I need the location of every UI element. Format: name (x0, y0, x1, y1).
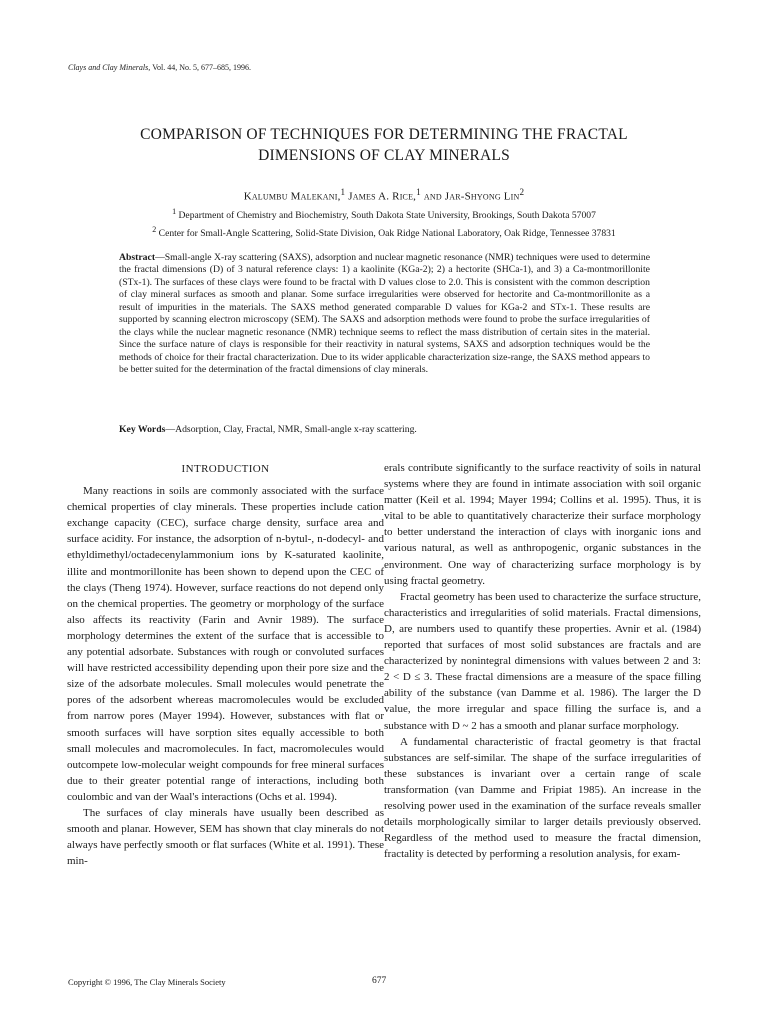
author-2: James A. Rice, (345, 190, 417, 203)
title-line-1: COMPARISON OF TECHNIQUES FOR DETERMINING THE FRACTAL (140, 126, 628, 143)
affiliation-1 (40, 207, 728, 221)
paper-title (40, 124, 728, 166)
intro-paragraph-2: The surfaces of clay minerals have usually been described as smooth and planar. However, SEM has shown that clay minerals do not always have perfectly smooth or flat surfaces (White et al. 1991). These min- (67, 806, 384, 868)
intro-paragraph-2-continued: erals contribute significantly to the surface reactivity of soils in natural systems where they are found in intimate association with soil organic matter (Keil et al. 1994; Mayer 1994; Collins et al. 1995). Thus, it is vital to be able to quantitatively characterize their surface morphology to better understand the interaction of clays with inorganic ions and various natural, as well as anthropogenic, organic substances in the environment. One way of characterizing surface morphology is by using fractal geometry. (384, 462, 701, 587)
author-3: and Jar-Shyong Lin (420, 190, 520, 203)
author-1: Kalumbu Malekani, (243, 190, 341, 203)
journal-volume: Vol. 44, No. 5, 677–685, 1996. (152, 63, 251, 72)
affiliation-2 (40, 225, 728, 239)
abstract (119, 252, 650, 377)
left-column (67, 459, 384, 869)
affiliation-1-mark: 1 (172, 207, 177, 216)
right-column (384, 460, 701, 862)
author-list (40, 187, 728, 203)
copyright-notice: Copyright © 1996, The Clay Minerals Society (68, 977, 226, 987)
keywords (119, 424, 650, 436)
intro-paragraph-4: A fundamental characteristic of fractal geometry is that fractal substances are self-similar. The shape of the surface irregularities of these substances is invariant over a certain range of scale transformation (van Damme and Fripiat 1985). An increase in the resolving power used in the examination of the surface reveals smaller details morphologically similar to larger details previously observed. Regardless of the method used to measure the fractal dimension, fractality is detected by performing a resolution analysis, for exam- (384, 735, 701, 861)
author-3-affiliation-mark: 2 (519, 187, 525, 197)
intro-paragraph-3: Fractal geometry has been used to characterize the surface structure, characteristics and irregularities of solid materials. Fractal dimensions, D, are numbers used to quantify these properties. Avnir et al. (1984) reported that surfaces of most solid substances are fractals and are characterized by nonintegral dimensions with values between 2 and 3: 2 < D ≤ 3. These fractal dimensions are a measure of the space filling ability of the substance (van Damme et al. 1986). The larger the D value, the more irregular and space filling the surface is, and a substance with D ~ 2 has a smooth and planar surface morphology. (384, 590, 701, 732)
abstract-label: Abstract (119, 252, 156, 263)
intro-paragraph-1: Many reactions in soils are commonly associated with the surface chemical properties of clay minerals. These properties include cation exchange capacity (CEC), surface charge density, surface area and surface acidity. For instance, the adsorption of n-bytul-, n-dodecyl- and ethyldimethyl/octadecenylammonium ions by K-saturated kaolinite, illite and montmorillonite has been shown to depend upon the CEC of the clays (Theng 1974). However, surface reactions do not depend only on the chemical properties. The geometry or morphology of the surface also affects its reactivity (Farin and Avnir 1989). The surface morphology determines the extent of the surface that is accessible to any potential adsorbate. Substances with rough or convoluted surfaces will have restricted accessibility depending upon their pore size and the size of the adsorbate molecules. Small molecules would penetrate the pores of the adsorbent whereas macromolecules would be excluded from narrow pores (Mayer 1994). However, substances with flat or smooth surfaces will have sorption sites equally accessible to both small molecules and macromolecules. In fact, macromolecules would outcompete low-molecular weight compounds for free mineral surfaces due to their greater potential range of interactions, including both coulombic and van der Waal's interactions (Ochs et al. 1994). (67, 485, 384, 803)
affiliation-1-text: Department of Chemistry and Biochemistry, South Dakota State University, Brookings, South Dakota 57007 (176, 210, 596, 222)
affiliation-2-text: Center for Small-Angle Scattering, Solid-State Division, Oak Ridge National Laboratory, Oak Ridge, Tennessee 37831 (156, 228, 616, 240)
journal-name: Clays and Clay Minerals, (68, 63, 151, 72)
keywords-label: Key Words (119, 424, 166, 435)
title-line-2: DIMENSIONS OF CLAY MINERALS (258, 147, 510, 164)
author-2-affiliation-mark: 1 (416, 187, 421, 197)
page-number: 677 (372, 976, 387, 986)
abstract-text: —Small-angle X-ray scattering (SAXS), adsorption and nuclear magnetic resonance (NMR) techniques were used to determine the fractal dimensions (D) of 3 natural reference clays: 1) a kaolinite (KGa-2); 2) a hectorite (SHCa-1), and 3) a Ca-montmorillonite (STx-1). The surfaces of these clays were found to be fractal with D values close to 2.0. This is consistent with the common description of clay mineral surfaces as smooth and planar. Some surface irregularities were observed for hectorite and Ca-montmorillonite as a result of impurities in the materials. The SAXS method generated comparable D values for KGa-2 and STx-1. These results are supported by scanning electron microscopy (SEM). The SAXS and adsorption methods were found to probe the surface irregularities of the clays while the nuclear magnetic resonance (NMR) technique seems to reflect the mass distribution of certain sites in the material. Since the surface nature of clays is responsible for their reactivity in natural systems, SAXS and adsorption techniques would be the methods of choice for their fractal characterization. Due to its wider applicable characterization size-range, the SAXS method appears to be better suited for the determination of the fractal dimensions of clay minerals. (119, 252, 650, 376)
keywords-text: —Adsorption, Clay, Fractal, NMR, Small-angle x-ray scattering. (165, 424, 417, 435)
author-1-affiliation-mark: 1 (340, 187, 346, 197)
introduction-heading: INTRODUCTION (181, 463, 270, 475)
journal-reference (68, 63, 251, 72)
affiliation-2-mark: 2 (152, 225, 157, 234)
